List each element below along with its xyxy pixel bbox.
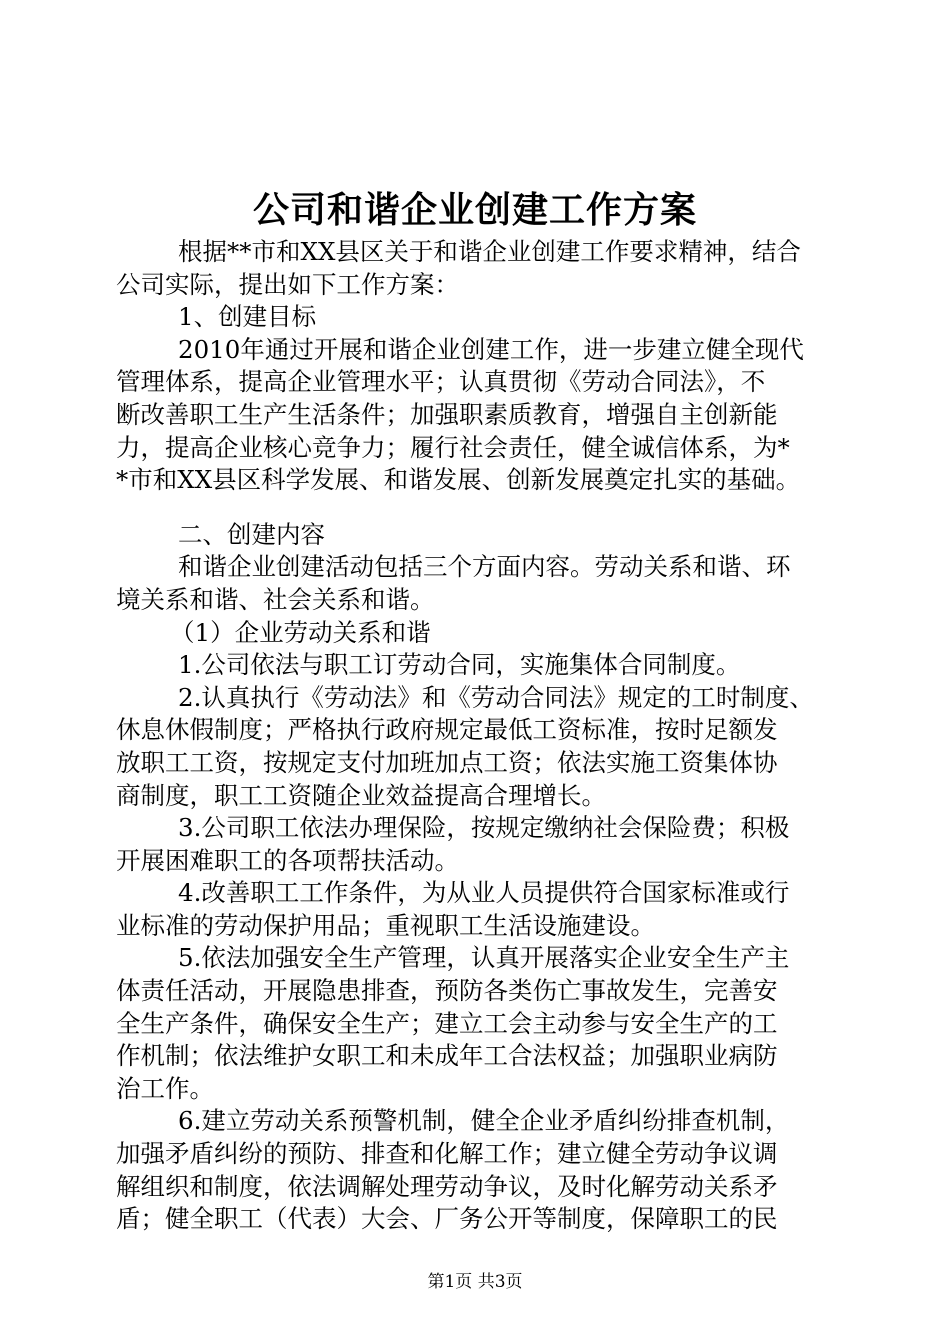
section-heading: 1、创建目标 xyxy=(178,302,317,332)
paragraph-line: *市和XX县区科学发展、和谐发展、创新发展奠定扎实的基础。 xyxy=(116,465,801,495)
page-number-footer: 第1页 共3页 xyxy=(427,1272,523,1292)
paragraph-line: 2010年通过开展和谐企业创建工作，进一步建立健全现代 xyxy=(178,334,804,364)
paragraph-line: 管理体系，提高企业管理水平；认真贯彻《劳动合同法》，不 xyxy=(116,367,766,397)
list-item-line: 业标准的劳动保护用品；重视职工生活设施建设。 xyxy=(116,910,655,940)
document-title: 公司和谐企业创建工作方案 xyxy=(252,189,697,231)
list-item-line: 5.依法加强安全生产管理，认真开展落实企业安全生产主 xyxy=(178,943,790,973)
list-item-line: 体责任活动，开展隐患排查，预防各类伤亡事故发生，完善安 xyxy=(116,976,778,1006)
paragraph-line: 力，提高企业核心竞争力；履行社会责任，健全诚信体系，为* xyxy=(116,432,790,462)
list-item-line: 治工作。 xyxy=(116,1073,214,1103)
list-item-line: 6.建立劳动关系预警机制，健全企业矛盾纠纷排查机制， xyxy=(178,1106,790,1136)
list-item-line: 2.认真执行《劳动法》和《劳动合同法》规定的工时制度、 xyxy=(178,682,814,712)
paragraph-line: 断改善职工生产生活条件；加强职素质教育，增强自主创新能 xyxy=(116,399,778,429)
list-item-line: 加强矛盾纠纷的预防、排查和化解工作；建立健全劳动争议调 xyxy=(116,1139,778,1169)
document-body xyxy=(116,236,846,1236)
list-item-line: 全生产条件，确保安全生产；建立工会主动参与安全生产的工 xyxy=(116,1008,778,1038)
paragraph-line: 境关系和谐、社会关系和谐。 xyxy=(116,584,435,614)
list-item-line: 解组织和制度，依法调解处理劳动争议，及时化解劳动关系矛 xyxy=(116,1171,778,1201)
list-item-line: 4.改善职工工作条件，为从业人员提供符合国家标准或行 xyxy=(178,878,790,908)
list-item-line: 1.公司依法与职工订劳动合同，实施集体合同制度。 xyxy=(178,650,741,680)
paragraph-line: 根据**市和XX县区关于和谐企业创建工作要求精神，结合 xyxy=(178,237,801,266)
list-item-line: 作机制；依法维护女职工和未成年工合法权益；加强职业病防 xyxy=(116,1041,778,1071)
paragraph-line: 公司实际，提出如下工作方案： xyxy=(116,269,459,299)
list-item-line: 放职工工资，按规定支付加班加点工资；依法实施工资集体协 xyxy=(116,747,778,777)
list-item-line: 3.公司职工依法办理保险，按规定缴纳社会保险费；积极 xyxy=(178,813,790,843)
list-item-line: 盾；健全职工（代表）大会、厂务公开等制度，保障职工的民 xyxy=(116,1204,778,1234)
list-item-line: 开展困难职工的各项帮扶活动。 xyxy=(116,845,459,875)
subsection-heading: （1）企业劳动关系和谐 xyxy=(170,617,431,647)
list-item-line: 休息休假制度；严格执行政府规定最低工资标准，按时足额发 xyxy=(116,715,778,745)
list-item-line: 商制度，职工工资随企业效益提高合理增长。 xyxy=(116,780,606,810)
section-heading: 二、创建内容 xyxy=(178,519,325,549)
paragraph-line: 和谐企业创建活动包括三个方面内容。劳动关系和谐、环 xyxy=(178,552,791,582)
paragraph-gap xyxy=(116,497,846,519)
